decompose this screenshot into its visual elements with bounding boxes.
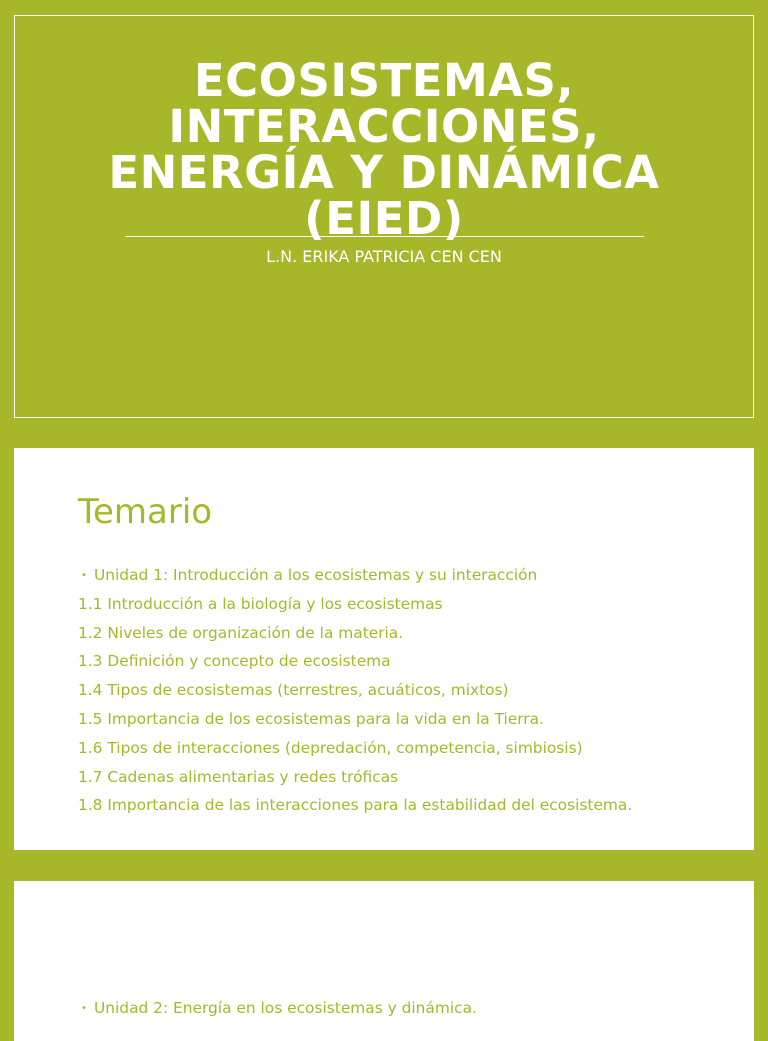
topic-list	[78, 561, 632, 820]
unit-2-list	[78, 994, 477, 1023]
topic-item: 1.7 Cadenas alimentarias y redes tróficas	[78, 767, 399, 786]
unit-1-item	[78, 561, 632, 590]
presentation-title	[15, 54, 753, 245]
topic-item: 1.6 Tipos de interacciones (depredación, competencia, simbiosis)	[78, 738, 583, 757]
title-line: (EIED)	[304, 192, 464, 245]
unit-2-item	[78, 994, 477, 1023]
title-line: INTERACCIONES,	[168, 100, 600, 153]
topic-item: 1.2 Niveles de organización de la materia.	[78, 623, 404, 642]
bullet-icon: •	[81, 570, 87, 581]
author-subtitle: L.N. ERIKA PATRICIA CEN CEN	[266, 247, 502, 266]
temario-heading: Temario	[78, 492, 213, 532]
title-line: ENERGÍA Y DINÁMICA	[108, 146, 660, 199]
topic-item: 1.5 Importancia de los ecosistemas para la vida en la Tierra.	[78, 709, 544, 728]
topic-item: 1.4 Tipos de ecosistemas (terrestres, acuáticos, mixtos)	[78, 681, 509, 700]
unit-1-label: Unidad 1: Introducción a los ecosistemas y su interacción	[94, 566, 538, 584]
topic-item: 1.1 Introducción a la biología y los ecosistemas	[78, 594, 443, 613]
unit-2-slide	[14, 881, 754, 1041]
title-slide	[14, 15, 754, 418]
topic-item: 1.8 Importancia de las interacciones para la estabilidad del ecosistema.	[78, 796, 633, 815]
temario-slide	[14, 448, 754, 850]
bullet-icon: •	[81, 1003, 87, 1014]
title-line: ECOSISTEMAS,	[193, 54, 575, 107]
topic-item: 1.3 Definición y concepto de ecosistema	[78, 652, 391, 671]
title-divider	[125, 236, 644, 237]
unit-2-label: Unidad 2: Energía en los ecosistemas y dinámica.	[94, 999, 477, 1017]
